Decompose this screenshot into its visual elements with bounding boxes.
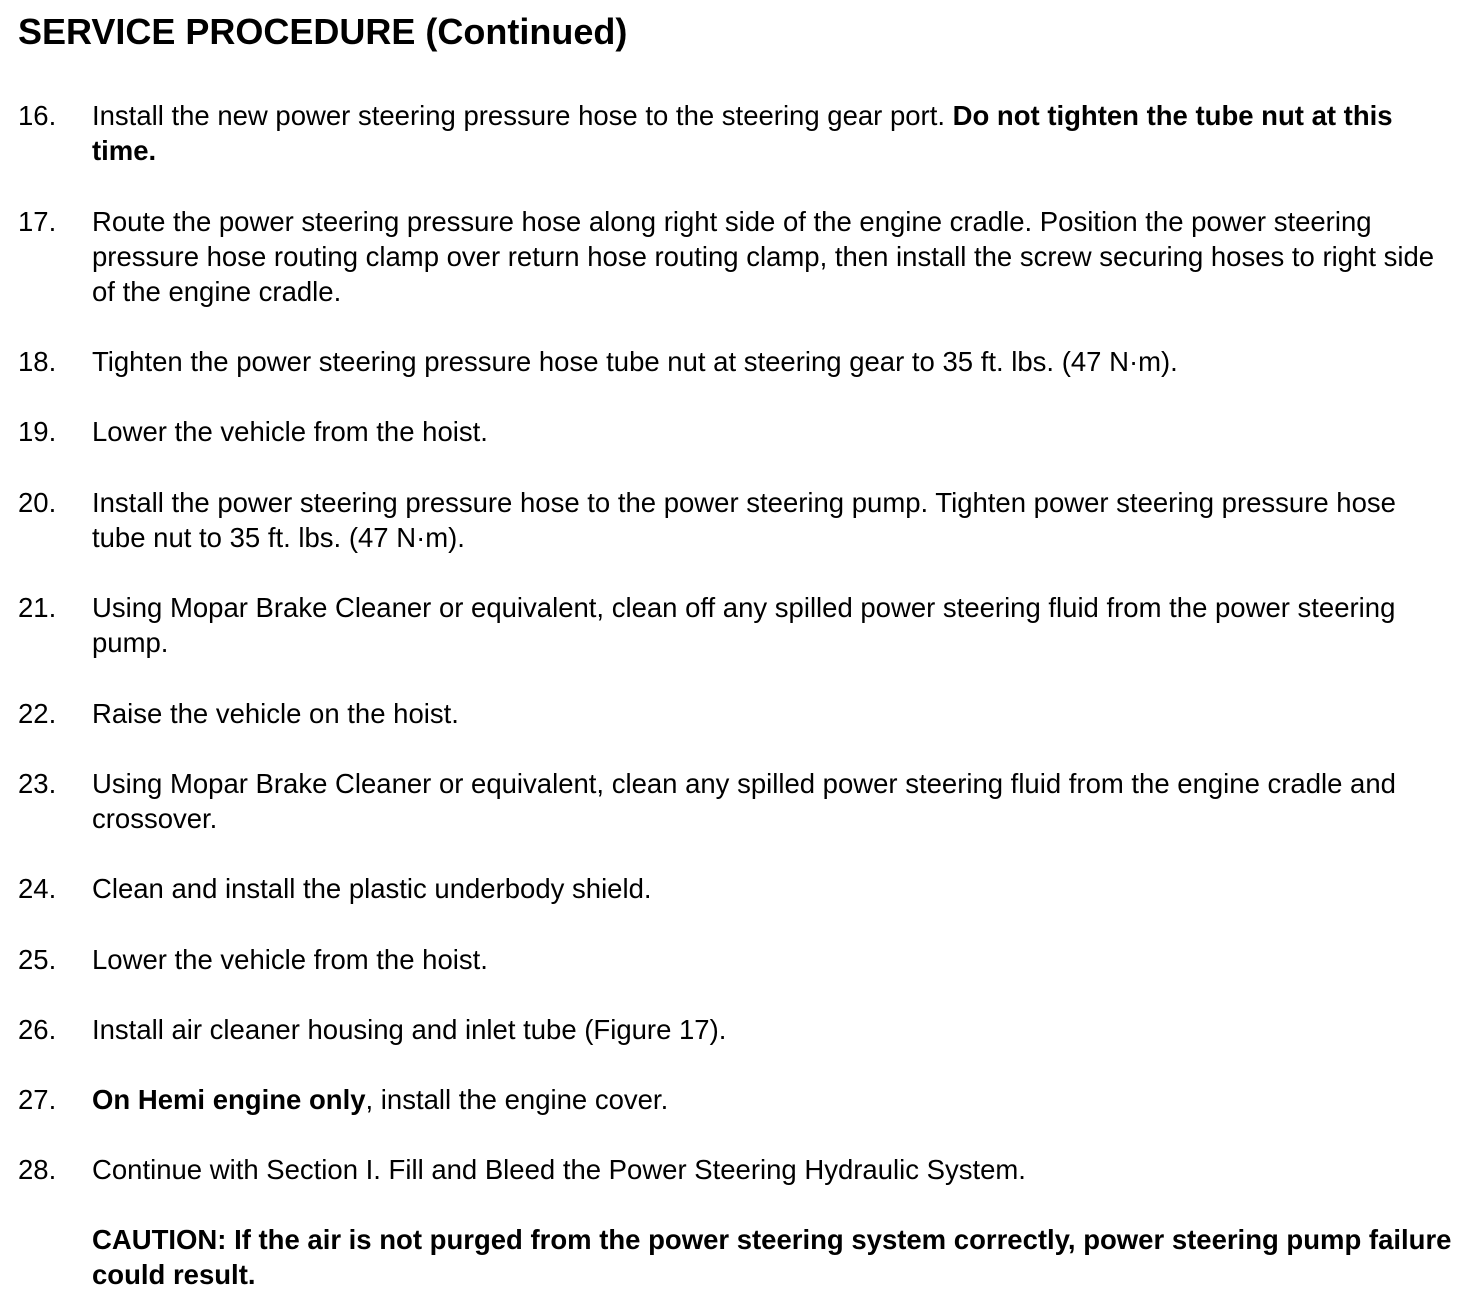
step-text: Install the power steering pressure hose to the power steering pump. Tighten power steering pressure hose tube nut to 35 ft. lbs. (47 N·m). — [92, 487, 1396, 553]
step-number: 16. — [18, 100, 57, 131]
step-text-bold: Do not tighten the tube nut at this time. — [92, 100, 1393, 166]
step-text — [92, 98, 1452, 168]
step-number: 19. — [18, 416, 57, 447]
step-text: Install air cleaner housing and inlet tube (Figure 17). — [92, 1014, 727, 1045]
step-number: 17. — [18, 206, 57, 237]
step-text: Tighten the power steering pressure hose tube nut at steering gear to 35 ft. lbs. (47 N·m). — [92, 346, 1178, 377]
step-number: 20. — [18, 487, 57, 518]
step-number: 25. — [18, 944, 57, 975]
step-text: Continue with Section I. Fill and Bleed the Power Steering Hydraulic System. — [92, 1154, 1026, 1185]
step-number: 23. — [18, 768, 57, 799]
step-text: Using Mopar Brake Cleaner or equivalent, clean off any spilled power steering fluid from the power steering pump. — [92, 592, 1396, 658]
step-text-regular: , install the engine cover. — [365, 1084, 669, 1115]
step-number: 26. — [18, 1014, 57, 1045]
step-text: Using Mopar Brake Cleaner or equivalent, clean any spilled power steering fluid from the engine cradle and crossover. — [92, 768, 1396, 834]
step-number: 22. — [18, 698, 57, 729]
step-text: Lower the vehicle from the hoist. — [92, 416, 488, 447]
step-number: 21. — [18, 592, 57, 623]
step-text-regular: Install the new power steering pressure hose to the steering gear port. — [92, 100, 953, 131]
step-text: Clean and install the plastic underbody shield. — [92, 873, 652, 904]
step-text — [92, 1082, 1452, 1117]
caution-note: CAUTION: If the air is not purged from the power steering system correctly, power steering pump failure could result. — [92, 1224, 1452, 1290]
step-number: 24. — [18, 873, 57, 904]
step-number: 27. — [18, 1084, 57, 1115]
step-number: 18. — [18, 346, 57, 377]
step-number: 28. — [18, 1154, 57, 1185]
step-text: Raise the vehicle on the hoist. — [92, 698, 459, 729]
step-text-bold: On Hemi engine only — [92, 1084, 366, 1115]
step-text: Lower the vehicle from the hoist. — [92, 944, 488, 975]
page-title: SERVICE PROCEDURE (Continued) — [18, 11, 628, 52]
step-text: Route the power steering pressure hose along right side of the engine cradle. Position the power steering pressure hose routing clamp over return hose routing clamp, then install the screw securing hoses to right side of the engine cradle. — [92, 206, 1435, 307]
